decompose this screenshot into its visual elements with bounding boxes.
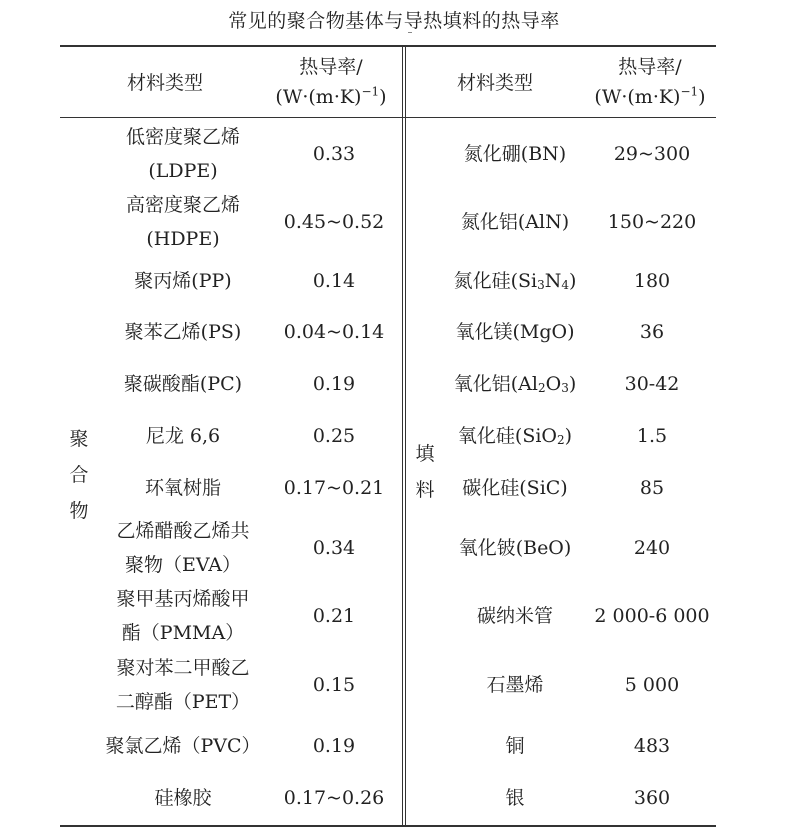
polymer-k-value: 0.19 bbox=[312, 373, 356, 395]
polymer-name-line2: 聚物（EVA） bbox=[124, 554, 242, 576]
filler-k bbox=[590, 772, 714, 824]
filler-k-value: 360 bbox=[633, 787, 671, 809]
filler-name-text bbox=[461, 205, 569, 239]
polymer-k-value: 0.21 bbox=[312, 605, 356, 627]
filler-name-b: O bbox=[545, 373, 562, 395]
polymer-name bbox=[98, 188, 268, 256]
filler-name-a: 氧化镁(MgO) bbox=[455, 321, 575, 343]
polymer-k bbox=[270, 462, 398, 514]
polymer-name bbox=[98, 772, 268, 824]
filler-name-a: 氧化硅(SiO bbox=[457, 425, 558, 447]
filler-name-b: ) bbox=[564, 425, 573, 447]
header-right-k: 热导率/ $(W\cdot(m\cdot K)^{-1})$ bbox=[594, 56, 706, 108]
polymer-name bbox=[98, 650, 268, 720]
filler-k bbox=[590, 650, 714, 720]
filler-sub-2: 3 bbox=[561, 381, 569, 395]
polymer-name-line1: 聚对苯二甲酸乙 bbox=[116, 657, 250, 679]
filler-name-c: ) bbox=[568, 373, 577, 395]
filler-name bbox=[440, 514, 590, 582]
filler-k bbox=[590, 256, 714, 306]
polymer-k bbox=[270, 410, 398, 462]
polymer-k-value: 0.45~0.52 bbox=[283, 211, 385, 233]
filler-name-text bbox=[464, 137, 566, 171]
filler-k-value: 5 000 bbox=[624, 674, 680, 696]
filler-name bbox=[440, 306, 590, 358]
filler-name-a: 铜 bbox=[505, 735, 525, 757]
polymer-name bbox=[98, 720, 268, 772]
filler-name-text bbox=[486, 668, 543, 702]
polymer-name-line1: 聚碳酸酯(PC) bbox=[123, 373, 243, 395]
polymer-name-line1: 尼龙 6,6 bbox=[145, 425, 221, 447]
polymer-name-line2: (LDPE) bbox=[148, 160, 218, 182]
filler-k bbox=[590, 410, 714, 462]
polymer-name bbox=[98, 514, 268, 582]
polymer-name bbox=[98, 256, 268, 306]
filler-name-b: N bbox=[544, 270, 562, 292]
filler-name-a: 氮化硅(Si bbox=[453, 270, 538, 292]
polymer-k-value: 0.14 bbox=[312, 270, 356, 292]
header-left-type: 材料类型 bbox=[126, 72, 203, 94]
filler-k-value: 85 bbox=[639, 477, 665, 499]
filler-sub-2: 4 bbox=[561, 278, 569, 292]
filler-name bbox=[440, 358, 590, 410]
polymer-name-line2: 酯（PMMA） bbox=[121, 622, 245, 644]
group-polymer: 聚 合 物 bbox=[69, 428, 89, 522]
table-title: 常见的聚合物基体与导热填料的热导率 bbox=[228, 10, 560, 32]
polymer-k bbox=[270, 772, 398, 824]
polymer-name-line1: 聚丙烯(PP) bbox=[134, 270, 232, 292]
filler-name bbox=[440, 256, 590, 306]
filler-k bbox=[590, 514, 714, 582]
polymer-name-line1: 硅橡胶 bbox=[154, 787, 212, 809]
filler-name-a: 氧化铝(Al bbox=[453, 373, 538, 395]
filler-name bbox=[440, 410, 590, 462]
filler-name bbox=[440, 188, 590, 256]
filler-name-a: 碳化硅(SiC) bbox=[462, 477, 568, 499]
filler-k bbox=[590, 582, 714, 650]
filler-name bbox=[440, 462, 590, 514]
filler-k bbox=[590, 306, 714, 358]
polymer-name-line2: 二醇酯（PET） bbox=[115, 691, 251, 713]
filler-k-value: 2 000-6 000 bbox=[594, 605, 710, 627]
polymer-k bbox=[270, 306, 398, 358]
polymer-name bbox=[98, 306, 268, 358]
polymer-name-line1: 聚氯乙烯（PVC） bbox=[105, 735, 261, 757]
polymer-name-line1: 聚苯乙烯(PS) bbox=[124, 321, 242, 343]
center-divider-2 bbox=[405, 47, 406, 825]
polymer-name bbox=[98, 358, 268, 410]
filler-name bbox=[440, 650, 590, 720]
polymer-name-line2: (HDPE) bbox=[146, 228, 220, 250]
filler-sub-1: 3 bbox=[537, 278, 545, 292]
filler-name bbox=[440, 720, 590, 772]
filler-k bbox=[590, 358, 714, 410]
filler-k bbox=[590, 120, 714, 188]
polymer-k bbox=[270, 188, 398, 256]
filler-name-a: 银 bbox=[505, 787, 525, 809]
polymer-k bbox=[270, 256, 398, 306]
top-rule bbox=[60, 45, 716, 47]
filler-name-text bbox=[462, 471, 567, 505]
filler-k-value: 180 bbox=[633, 270, 671, 292]
filler-name bbox=[440, 120, 590, 188]
filler-name-a: 氧化铍(BeO) bbox=[458, 537, 572, 559]
polymer-k bbox=[270, 120, 398, 188]
header-left-k: 热导率/ $(W\cdot(m\cdot K)^{-1})$ bbox=[275, 56, 387, 108]
filler-name bbox=[440, 582, 590, 650]
filler-k bbox=[590, 720, 714, 772]
filler-name-text bbox=[477, 599, 553, 633]
filler-name-a: 氮化铝(AlN) bbox=[460, 211, 570, 233]
filler-name-text bbox=[505, 781, 524, 815]
polymer-k-value: 0.17~0.21 bbox=[283, 477, 385, 499]
filler-k-value: 483 bbox=[633, 735, 671, 757]
filler-name bbox=[440, 772, 590, 824]
filler-k-value: 29~300 bbox=[613, 143, 691, 165]
filler-k bbox=[590, 462, 714, 514]
filler-name-a: 碳纳米管 bbox=[476, 605, 553, 627]
filler-name-text bbox=[454, 264, 577, 298]
filler-k-value: 150~220 bbox=[607, 211, 697, 233]
polymer-name bbox=[98, 462, 268, 514]
filler-name-text bbox=[458, 419, 572, 453]
filler-name-text bbox=[455, 315, 574, 349]
polymer-name-line1: 高密度聚乙烯 bbox=[125, 194, 240, 216]
center-divider bbox=[402, 47, 403, 825]
filler-name-text bbox=[454, 367, 577, 401]
polymer-k-value: 0.19 bbox=[312, 735, 356, 757]
polymer-k-value: 0.17~0.26 bbox=[283, 787, 385, 809]
filler-name-text bbox=[505, 729, 524, 763]
polymer-name bbox=[98, 120, 268, 188]
filler-sub-1: 2 bbox=[557, 433, 565, 447]
polymer-name bbox=[98, 410, 268, 462]
polymer-name-line1: 乙烯醋酸乙烯共 bbox=[116, 520, 250, 542]
polymer-k-value: 0.34 bbox=[312, 537, 356, 559]
polymer-k bbox=[270, 650, 398, 720]
filler-k-value: 36 bbox=[639, 321, 665, 343]
polymer-k bbox=[270, 514, 398, 582]
polymer-name-line1: 低密度聚乙烯 bbox=[125, 126, 240, 148]
bottom-rule bbox=[60, 825, 716, 827]
header-right-type: 材料类型 bbox=[456, 72, 533, 94]
filler-sub-1: 2 bbox=[537, 381, 546, 395]
polymer-name-line1: 聚甲基丙烯酸甲 bbox=[116, 588, 250, 610]
polymer-name bbox=[98, 582, 268, 650]
header-rule bbox=[60, 117, 716, 118]
title-mark bbox=[408, 32, 412, 33]
filler-name-c: ) bbox=[569, 270, 577, 292]
polymer-k-value: 0.15 bbox=[312, 674, 356, 696]
polymer-name-line1: 环氧树脂 bbox=[144, 477, 221, 499]
filler-k-value: 30-42 bbox=[624, 373, 680, 395]
group-filler: 填 料 bbox=[415, 443, 435, 501]
filler-name-a: 氮化硼(BN) bbox=[463, 143, 567, 165]
polymer-k-value: 0.33 bbox=[312, 143, 356, 165]
polymer-k bbox=[270, 358, 398, 410]
filler-name-a: 石墨烯 bbox=[486, 674, 544, 696]
filler-name-text bbox=[459, 531, 572, 565]
polymer-k bbox=[270, 582, 398, 650]
polymer-k bbox=[270, 720, 398, 772]
polymer-k-value: 0.04~0.14 bbox=[283, 321, 385, 343]
filler-k bbox=[590, 188, 714, 256]
polymer-k-value: 0.25 bbox=[312, 425, 356, 447]
filler-k-value: 240 bbox=[633, 537, 671, 559]
filler-k-value: 1.5 bbox=[636, 425, 668, 447]
